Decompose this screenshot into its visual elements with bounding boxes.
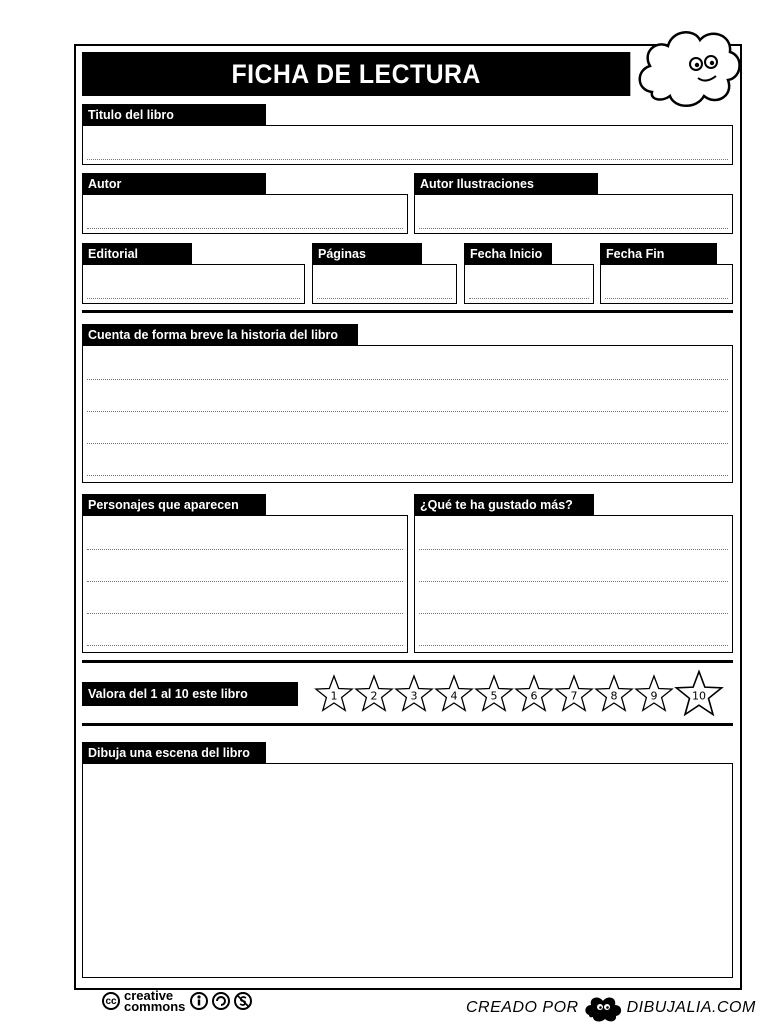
creative-commons-badge <box>102 990 255 1012</box>
rating-star-number: 4 <box>450 689 458 703</box>
rating-star-number: 10 <box>692 689 706 703</box>
characters-field[interactable] <box>82 515 408 653</box>
rating-label: Valora del 1 al 10 este libro <box>82 682 298 706</box>
rating-star-number: 7 <box>570 689 578 703</box>
illustrator-label: Autor Ilustraciones <box>414 173 598 194</box>
rating-star-number: 9 <box>650 689 658 703</box>
dibujalia-logo-icon <box>583 993 623 1023</box>
summary-label: Cuenta de forma breve la historia del libro <box>82 324 358 345</box>
draw-scene-label: Dibuja una escena del libro <box>82 742 266 763</box>
liked-field[interactable] <box>414 515 733 653</box>
illustrator-field[interactable] <box>414 194 733 234</box>
start-date-field[interactable] <box>464 264 594 304</box>
rating-star-3[interactable] <box>394 674 434 714</box>
rating-star-4[interactable] <box>434 674 474 714</box>
rating-star-10[interactable] <box>674 669 724 719</box>
author-label: Autor <box>82 173 266 194</box>
rating-star-1[interactable] <box>314 674 354 714</box>
rating-star-number: 6 <box>530 689 538 703</box>
liked-label: ¿Qué te ha gustado más? <box>414 494 594 515</box>
rating-star-9[interactable] <box>634 674 674 714</box>
end-date-label: Fecha Fin <box>600 243 717 264</box>
summary-field[interactable] <box>82 345 733 483</box>
cloud-mascot-icon <box>634 22 744 114</box>
credit <box>466 993 756 1023</box>
section-divider <box>82 723 733 726</box>
section-divider <box>82 310 733 313</box>
start-date-label: Fecha Inicio <box>464 243 552 264</box>
characters-label: Personajes que aparecen <box>82 494 266 515</box>
pages-label: Páginas <box>312 243 422 264</box>
license-icons <box>189 991 255 1011</box>
rating-star-number: 3 <box>410 689 418 703</box>
book-title-field[interactable] <box>82 125 733 165</box>
credit-prefix: CREADO POR <box>466 999 579 1016</box>
publisher-label: Editorial <box>82 243 192 264</box>
author-field[interactable] <box>82 194 408 234</box>
end-date-field[interactable] <box>600 264 733 304</box>
rating-star-number: 5 <box>490 689 498 703</box>
pages-field[interactable] <box>312 264 457 304</box>
book-title-label: Titulo del libro <box>82 104 266 125</box>
rating-star-2[interactable] <box>354 674 394 714</box>
draw-scene-area[interactable] <box>82 763 733 978</box>
cc-icon: cc <box>102 992 120 1010</box>
page-title: FICHA DE LECTURA <box>82 52 630 96</box>
publisher-field[interactable] <box>82 264 305 304</box>
rating-star-number: 2 <box>370 689 378 703</box>
rating-stars[interactable] <box>314 668 734 720</box>
credit-site: DIBUJALIA.COM <box>626 999 756 1016</box>
rating-star-number: 8 <box>610 689 618 703</box>
rating-star-6[interactable] <box>514 674 554 714</box>
cc-brand-bottom: commons <box>124 999 186 1014</box>
rating-star-8[interactable] <box>594 674 634 714</box>
section-divider <box>82 660 733 663</box>
cc-brand-top: creative <box>124 988 174 1003</box>
rating-star-7[interactable] <box>554 674 594 714</box>
rating-star-5[interactable] <box>474 674 514 714</box>
rating-star-number: 1 <box>330 689 338 703</box>
